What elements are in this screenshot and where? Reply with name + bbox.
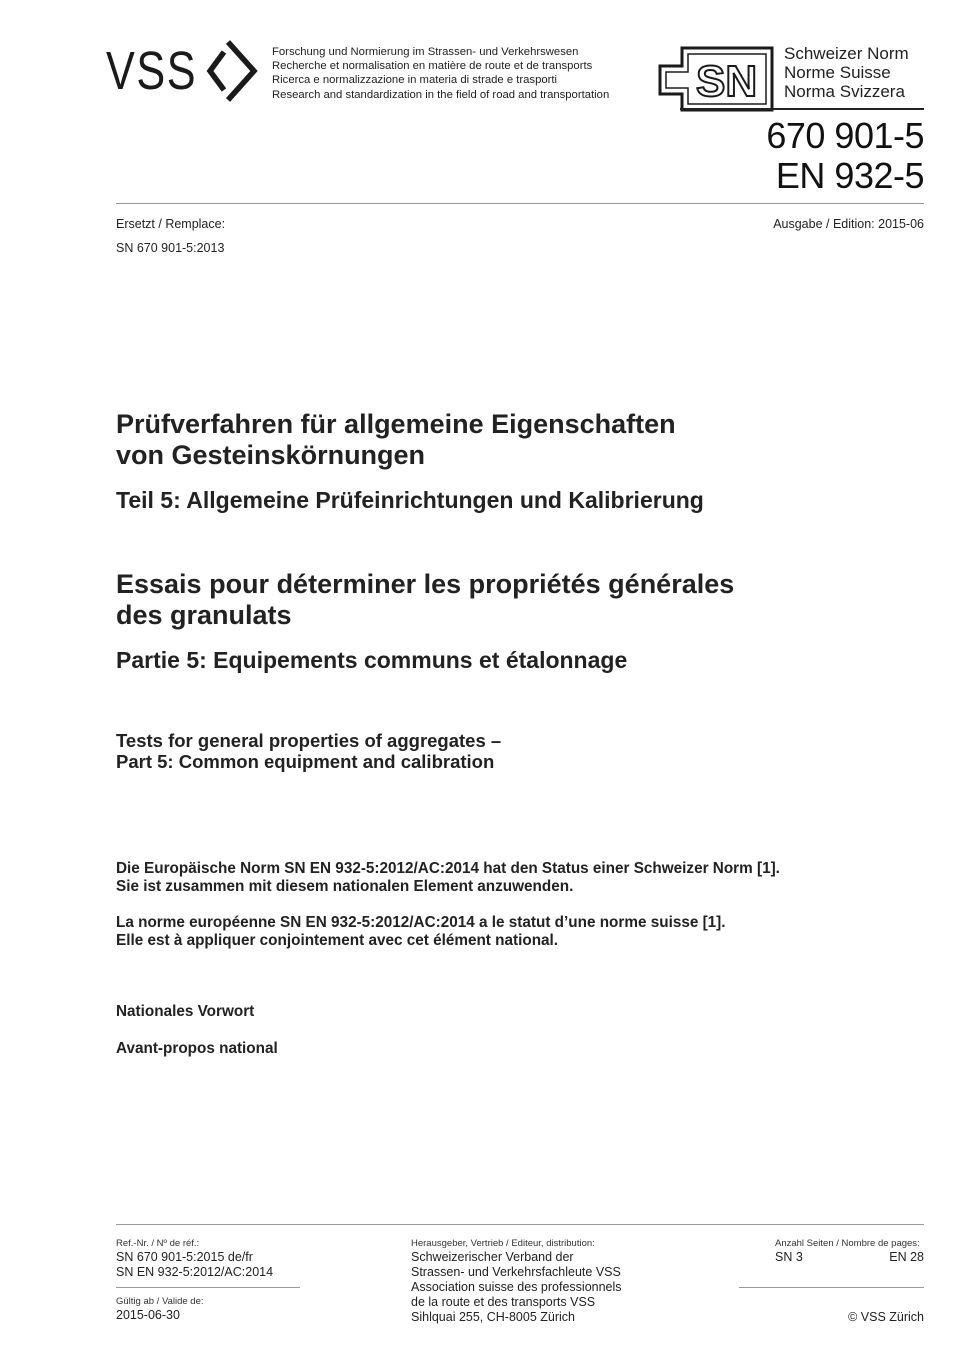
norm-label-it: Norma Svizzera <box>784 82 905 101</box>
norm-rule <box>680 108 924 110</box>
tagline-line: Ricerca e normalizzazione in materia di strade e trasporti <box>272 74 558 87</box>
publisher-line: Sihlquai 255, CH-8005 Zürich <box>411 1310 575 1324</box>
subtitle-fr: Partie 5: Equipements communs et étalonnage <box>116 647 628 673</box>
subtitle-de: Teil 5: Allgemeine Prüfeinrichtungen und Kalibrierung <box>116 487 704 513</box>
title-de-line: von Gesteinskörnungen <box>116 440 426 470</box>
tagline-line: Research and standardization in the field of road and transportation <box>272 88 610 101</box>
title-de-line: Prüfverfahren für allgemeine Eigenschaften <box>116 409 676 439</box>
replaces-value: SN 670 901-5:2013 <box>116 241 225 255</box>
footer-ref-rule <box>116 1287 300 1288</box>
ref-label: Ref.-Nr. / Nº de réf.: <box>116 1238 200 1249</box>
tagline-line: Recherche et normalisation en matière de route et de transports <box>272 60 593 73</box>
publisher-line: Schweizerischer Verband der <box>411 1250 574 1264</box>
vss-tagline <box>272 45 609 102</box>
ref-line: SN EN 932-5:2012/AC:2014 <box>116 1265 274 1279</box>
foreword-fr-heading: Avant-propos national <box>116 1040 278 1057</box>
title-fr-line: des granulats <box>116 600 292 630</box>
vss-logo-text: VSS <box>106 41 198 102</box>
swiss-norm-logo <box>656 44 786 114</box>
pages-en: EN 28 <box>889 1250 924 1264</box>
title-fr-line: Essais pour déterminer les propriétés générales <box>116 569 735 599</box>
en-number: EN 932-5 <box>775 155 924 196</box>
status-de <box>116 860 780 896</box>
norm-label-de: Schweizer Norm <box>784 44 909 63</box>
header-divider <box>116 203 924 204</box>
copyright: © VSS Zürich <box>848 1310 924 1324</box>
norm-number: 670 901-5 <box>766 115 924 156</box>
pages-values <box>775 1250 924 1265</box>
norm-language-labels <box>784 44 909 101</box>
pages-sn: SN 3 <box>775 1250 803 1264</box>
norm-label-fr: Norme Suisse <box>784 63 891 82</box>
footer-reference <box>116 1238 273 1280</box>
title-en-line: Part 5: Common equipment and calibration <box>116 751 495 772</box>
footer-page-count <box>775 1238 924 1265</box>
ref-line: SN 670 901-5:2015 de/fr <box>116 1250 253 1264</box>
title-en-line: Tests for general properties of aggregates – <box>116 730 502 751</box>
title-fr <box>116 569 734 631</box>
tagline-line: Forschung und Normierung im Strassen- und Verkehrswesen <box>272 46 579 58</box>
status-fr-line: La norme européenne SN EN 932-5:2012/AC:2014 a le statut d’une norme suisse [1]. <box>116 914 726 931</box>
footer-pages-rule <box>739 1287 924 1288</box>
publisher-label: Herausgeber, Vertrieb / Editeur, distribution: <box>411 1238 595 1249</box>
publisher-line: Association suisse des professionnels <box>411 1280 622 1294</box>
vss-logo <box>106 40 266 102</box>
title-de <box>116 409 676 471</box>
status-de-line: Die Europäische Norm SN EN 932-5:2012/AC:2014 hat den Status einer Schweizer Norm [1]. <box>116 860 780 877</box>
footer-validity <box>116 1296 204 1323</box>
replaces-label: Ersetzt / Remplace: <box>116 217 226 231</box>
status-de-line: Sie ist zusammen mit diesem nationalen Element anzuwenden. <box>116 878 574 895</box>
title-en <box>116 730 501 772</box>
footer-publisher <box>411 1238 622 1325</box>
foreword-de-heading: Nationales Vorwort <box>116 1003 255 1020</box>
valid-label: Gültig ab / Valide de: <box>116 1296 204 1307</box>
edition-label: Ausgabe / Edition: 2015-06 <box>773 217 924 231</box>
status-fr-line: Elle est à appliquer conjointement avec cet élément national. <box>116 932 559 949</box>
status-fr <box>116 914 726 950</box>
footer-divider <box>116 1224 924 1225</box>
sn-logo-text: SN <box>696 57 758 106</box>
publisher-line: Strassen- und Verkehrsfachleute VSS <box>411 1265 621 1279</box>
valid-value: 2015-06-30 <box>116 1308 180 1322</box>
publisher-line: de la route et des transports VSS <box>411 1295 596 1309</box>
pages-label: Anzahl Seiten / Nombre de pages: <box>775 1238 920 1249</box>
